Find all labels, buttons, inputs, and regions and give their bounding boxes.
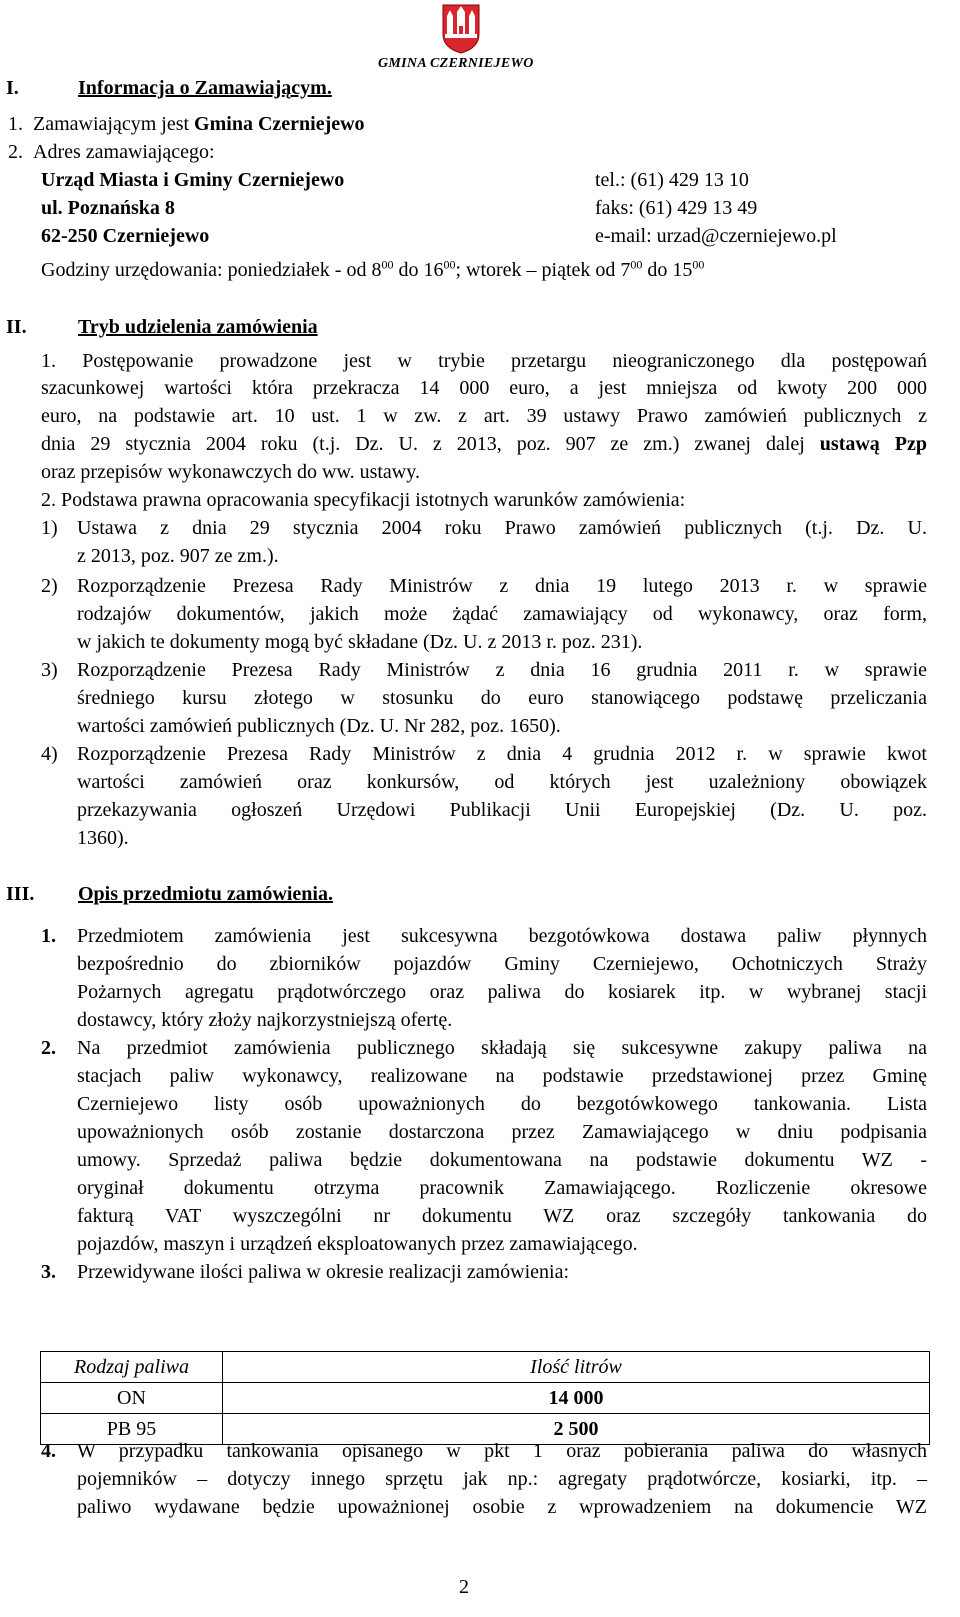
address-line-1: Urząd Miasta i Gminy Czerniejewo	[41, 169, 345, 191]
s3-item-1-line-4: dostawcy, który złoży najkorzystniejszą ofertę.	[77, 1009, 453, 1031]
s1-item-1-number: 1.	[8, 113, 23, 135]
s2-item-1-line-2: z 2013, poz. 907 ze zm.).	[77, 545, 279, 567]
gmina-crest-logo	[442, 4, 480, 54]
hours-a: Godziny urzędowania: poniedziałek - od 8	[41, 259, 382, 281]
s3-item-3-number: 3.	[41, 1261, 56, 1283]
s2-item-1-line-1: Ustawa z dnia 29 stycznia 2004 roku Prawo zamówień publicznych (t.j. Dz. U.	[77, 517, 927, 539]
s2-item-2-number: 2)	[41, 575, 58, 597]
table-cell-liters: 2 500	[223, 1414, 930, 1445]
s2-item-2-line-3: w jakich te dokumenty mogą być składane (Dz. U. z 2013 r. poz. 231).	[77, 631, 643, 653]
hours-c-sup: 00	[630, 257, 643, 272]
s2-item-3-line-3: wartości zamówień publicznych (Dz. U. Nr 282, poz. 1650).	[77, 715, 561, 737]
s3-item-4-line-2: pojemników – dotyczy innego sprzętu jak np.: agregaty prądotwórcze, kosiarki, itp. –	[77, 1468, 927, 1490]
s2-item-3-line-1: Rozporządzenie Prezesa Rady Ministrów z dnia 16 grudnia 2011 r. w sprawie	[77, 659, 927, 681]
hours-d-sup: 00	[692, 257, 705, 272]
s2-item-1-number: 1)	[41, 517, 58, 539]
s3-item-2-line-3: Czerniejewo listy osób upoważnionych do bezgotówkowego tankowania. Lista	[77, 1093, 927, 1115]
office-hours	[41, 259, 704, 282]
table-cell-fuel-type: PB 95	[41, 1414, 223, 1445]
s3-item-3-line-1: Przewidywane ilości paliwa w okresie realizacji zamówienia:	[77, 1261, 570, 1283]
table-header-liters: Ilość litrów	[223, 1352, 930, 1383]
s1-item-2-text: Adres zamawiającego:	[33, 141, 215, 163]
table-row	[41, 1383, 930, 1414]
section-3-title: Opis przedmiotu zamówienia.	[78, 883, 333, 905]
s2-item-4-line-2: wartości zamówień oraz konkursów, od których jest uzależniony obowiązek	[77, 771, 927, 793]
hours-b-sup: 00	[443, 257, 456, 272]
phone: tel.: (61) 429 13 10	[595, 169, 749, 191]
s3-item-2-line-2: stacjach paliw wykonawcy, realizowane na podstawie przedstawionej przez Gminę	[77, 1065, 927, 1087]
section-1-title: Informacja o Zamawiającym.	[78, 77, 332, 99]
s3-item-2-line-6: oryginał dokumentu otrzyma pracownik Zamawiającego. Rozliczenie okresowe	[77, 1177, 927, 1199]
s3-item-2-line-7: fakturą VAT wyszczególni nr dokumentu WZ oraz szczegóły tankowania do	[77, 1205, 927, 1227]
table-cell-liters: 14 000	[223, 1383, 930, 1414]
s3-item-4-line-3: paliwo wydawane będzie upoważnionej osobie z wprowadzeniem na dokumencie WZ	[77, 1496, 927, 1518]
section-1-number: I.	[6, 77, 19, 99]
s2-item-4-line-4: 1360).	[77, 827, 129, 849]
s2-para-1-line-2: szacunkowej wartości która przekracza 14 000 euro, a jest mniejsza od kwoty 200 000	[41, 377, 927, 399]
s2-item-2-line-2: rodzajów dokumentów, jakich może żądać zamawiający od wykonawcy, oraz form,	[77, 603, 927, 625]
s2-para-1-line-4	[41, 433, 927, 456]
fax: faks: (61) 429 13 49	[595, 197, 758, 219]
s2-item-3-number: 3)	[41, 659, 58, 681]
s1-item-2-number: 2.	[8, 141, 23, 163]
s3-item-2-line-4: upoważnionych osób zostanie dostarczona przez Zamawiającego w dniu podpisania	[77, 1121, 927, 1143]
address-line-3: 62-250 Czerniejewo	[41, 225, 210, 247]
page-number: 2	[459, 1576, 469, 1598]
hours-a-sup: 00	[381, 257, 394, 272]
s2-item-4-line-3: przekazywania ogłoszeń Urzędowi Publikacji Unii Europejskiej (Dz. U. poz.	[77, 799, 927, 821]
s1-item-1	[8, 113, 365, 136]
email: e-mail: urzad@czerniejewo.pl	[595, 225, 837, 247]
section-2-title: Tryb udzielenia zamówienia	[78, 316, 318, 338]
s2-para-1-bold: ustawą Pzp	[819, 433, 927, 455]
s3-item-2-number: 2.	[41, 1037, 56, 1059]
s3-item-2-line-5: umowy. Sprzedaż paliwa będzie dokumentowana na podstawie dokumentu WZ -	[77, 1149, 927, 1171]
s3-item-4-number: 4.	[41, 1440, 56, 1462]
s3-item-2-line-1: Na przedmiot zamówienia publicznego składają się sukcesywne zakupy paliwa na	[77, 1037, 927, 1059]
s3-item-2-line-8: pojazdów, maszyn i urządzeń eksploatowanych przez zamawiającego.	[77, 1233, 638, 1255]
s2-item-4-line-1: Rozporządzenie Prezesa Rady Ministrów z dnia 4 grudnia 2012 r. w sprawie kwot	[77, 743, 927, 765]
section-3-number: III.	[6, 883, 35, 905]
s3-item-1-number: 1.	[41, 925, 56, 947]
hours-c: ; wtorek – piątek od 7	[455, 259, 631, 281]
s2-para-1-line-4-text: dnia 29 stycznia 2004 roku (t.j. Dz. U. z 2013, poz. 907 ze zm.) zwanej dalej	[41, 433, 820, 455]
s2-item-3-line-2: średniego kursu złotego w stosunku do euro stanowiącego podstawę przeliczania	[77, 687, 927, 709]
s1-item-2	[8, 141, 215, 164]
s3-item-1-line-3: Pożarnych agregatu prądotwórczego oraz paliwa do kosiarek itp. w wybranej stacji	[77, 981, 927, 1003]
logo-caption: GMINA CZERNIEJEWO	[378, 56, 534, 71]
s2-para-1-line-1: 1. Postępowanie prowadzone jest w trybie przetargu nieograniczonego dla postępowań	[41, 350, 927, 372]
fuel-quantity-table	[40, 1351, 930, 1445]
s2-para-1-line-3: euro, na podstawie art. 10 ust. 1 w zw. z art. 39 ustawy Prawo zamówień publicznych z	[41, 405, 927, 427]
table-cell-fuel-type: ON	[41, 1383, 223, 1414]
s3-item-1-line-1: Przedmiotem zamówienia jest sukcesywna bezgotówkowa dostawa paliw płynnych	[77, 925, 927, 947]
s1-item-1-text: Zamawiającym jest	[33, 113, 195, 135]
table-header-fuel-type: Rodzaj paliwa	[41, 1352, 223, 1383]
s3-item-1-line-2: bezpośrednio do zbiorników pojazdów Gminy Czerniejewo, Ochotniczych Straży	[77, 953, 927, 975]
s2-para-1-line-5: oraz przepisów wykonawczych do ww. ustawy.	[41, 461, 420, 483]
s1-item-1-bold: Gmina Czerniejewo	[194, 113, 365, 135]
section-2-number: II.	[6, 316, 27, 338]
table-header-row	[41, 1352, 930, 1383]
s3-item-4-line-1: W przypadku tankowania opisanego w pkt 1 oraz pobierania paliwa do własnych	[77, 1440, 927, 1462]
s2-item-2-line-1: Rozporządzenie Prezesa Rady Ministrów z dnia 19 lutego 2013 r. w sprawie	[77, 575, 927, 597]
hours-d: do 15	[642, 259, 693, 281]
s2-item-4-number: 4)	[41, 743, 58, 765]
hours-b: do 16	[393, 259, 444, 281]
s2-para-2: 2. Podstawa prawna opracowania specyfikacji istotnych warunków zamówienia:	[41, 489, 686, 511]
address-line-2: ul. Poznańska 8	[41, 197, 175, 219]
